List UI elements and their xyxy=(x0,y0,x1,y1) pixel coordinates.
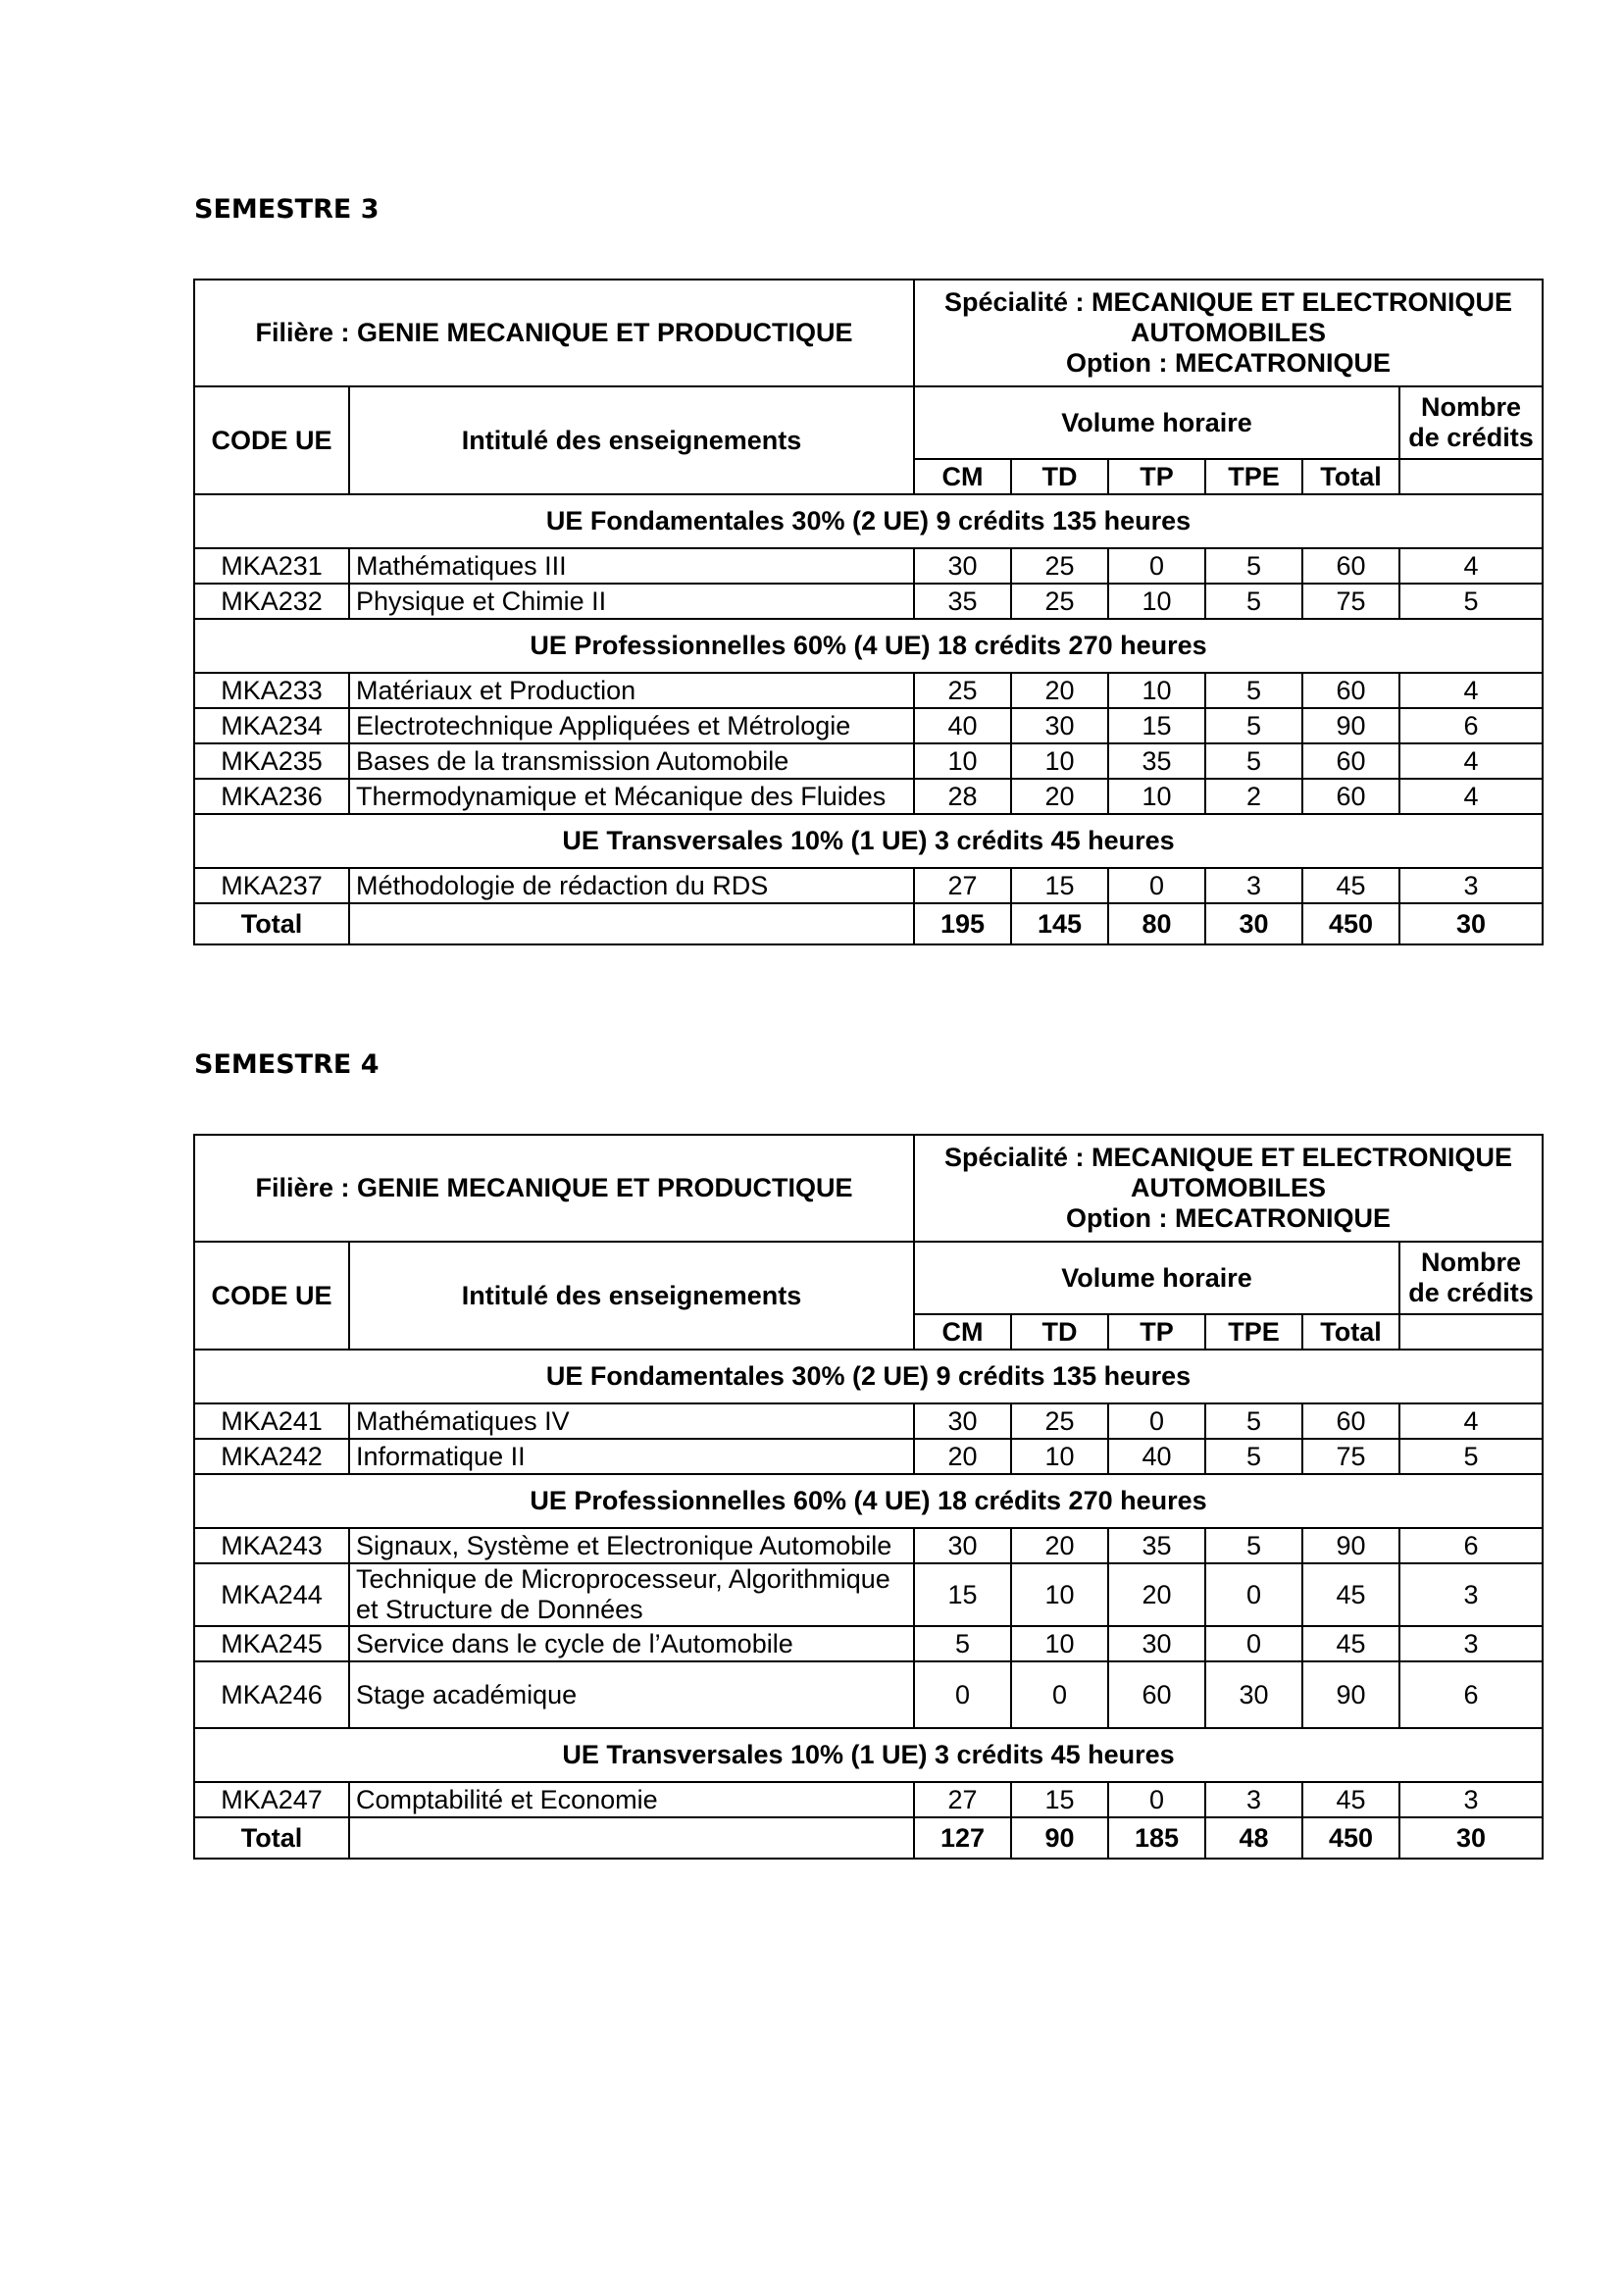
empty-cell xyxy=(349,903,914,944)
col-header-total: Total xyxy=(1302,459,1399,494)
cell-tpe: 5 xyxy=(1205,1403,1302,1439)
credits-header: Nombre de crédits xyxy=(1399,386,1543,459)
cell-tpe: 5 xyxy=(1205,1528,1302,1563)
table-row xyxy=(194,779,1543,814)
total-total: 450 xyxy=(1302,1817,1399,1859)
cell-tpe: 5 xyxy=(1205,1439,1302,1474)
volume-horaire-header: Volume horaire xyxy=(914,386,1399,459)
ue-title: Technique de Microprocesseur, Algorithmique et Structure de Données xyxy=(349,1563,914,1626)
cell-credits: 3 xyxy=(1399,868,1543,903)
ue-code: MKA235 xyxy=(194,743,349,779)
total-tp: 185 xyxy=(1108,1817,1205,1859)
cell-cm: 5 xyxy=(914,1626,1011,1661)
table-row xyxy=(194,1782,1543,1817)
cell-cm: 27 xyxy=(914,868,1011,903)
cell-tpe: 5 xyxy=(1205,673,1302,708)
total-td: 90 xyxy=(1011,1817,1108,1859)
total-td: 145 xyxy=(1011,903,1108,944)
cell-total: 60 xyxy=(1302,779,1399,814)
empty-cell xyxy=(1399,459,1543,494)
cell-td: 20 xyxy=(1011,673,1108,708)
cell-credits: 3 xyxy=(1399,1626,1543,1661)
ue-code: MKA244 xyxy=(194,1563,349,1626)
ue-title: Matériaux et Production xyxy=(349,673,914,708)
cell-credits: 4 xyxy=(1399,779,1543,814)
cell-td: 10 xyxy=(1011,1439,1108,1474)
cell-credits: 5 xyxy=(1399,584,1543,619)
cell-tp: 0 xyxy=(1108,1782,1205,1817)
total-label: Total xyxy=(194,1817,349,1859)
cell-cm: 10 xyxy=(914,743,1011,779)
total-label: Total xyxy=(194,903,349,944)
col-header-td: TD xyxy=(1011,459,1108,494)
filiere-label: Filière : GENIE MECANIQUE ET PRODUCTIQUE xyxy=(194,280,914,386)
cell-total: 75 xyxy=(1302,584,1399,619)
group-row xyxy=(194,814,1543,868)
cell-tp: 0 xyxy=(1108,1403,1205,1439)
cell-cm: 30 xyxy=(914,548,1011,584)
cell-td: 20 xyxy=(1011,779,1108,814)
group-label: UE Professionnelles 60% (4 UE) 18 crédits 270 heures xyxy=(194,619,1543,673)
ue-code: MKA236 xyxy=(194,779,349,814)
col-header-cm: CM xyxy=(914,1314,1011,1350)
cell-total: 90 xyxy=(1302,708,1399,743)
table-row xyxy=(194,1439,1543,1474)
total-tp: 80 xyxy=(1108,903,1205,944)
table-row xyxy=(194,673,1543,708)
cell-credits: 6 xyxy=(1399,1661,1543,1728)
cell-credits: 3 xyxy=(1399,1782,1543,1817)
ue-code: MKA247 xyxy=(194,1782,349,1817)
table-row xyxy=(194,1563,1543,1626)
intitule-header: Intitulé des enseignements xyxy=(349,386,914,494)
semester-title: SEMESTRE 3 xyxy=(194,194,380,225)
col-header-total: Total xyxy=(1302,1314,1399,1350)
total-credits: 30 xyxy=(1399,903,1543,944)
group-row xyxy=(194,1350,1543,1403)
cell-tp: 60 xyxy=(1108,1661,1205,1728)
cell-credits: 4 xyxy=(1399,743,1543,779)
col-header-tpe: TPE xyxy=(1205,1314,1302,1350)
cell-cm: 30 xyxy=(914,1528,1011,1563)
total-credits: 30 xyxy=(1399,1817,1543,1859)
cell-total: 60 xyxy=(1302,673,1399,708)
ue-code: MKA242 xyxy=(194,1439,349,1474)
cell-tpe: 0 xyxy=(1205,1626,1302,1661)
ue-title: Mathématiques III xyxy=(349,548,914,584)
cell-tp: 30 xyxy=(1108,1626,1205,1661)
ue-title: Mathématiques IV xyxy=(349,1403,914,1439)
cell-tpe: 5 xyxy=(1205,548,1302,584)
code-ue-header: CODE UE xyxy=(194,1242,349,1350)
specialite-label: Spécialité : MECANIQUE ET ELECTRONIQUE AUTOMOBILES xyxy=(943,287,1513,347)
ue-code: MKA237 xyxy=(194,868,349,903)
group-row xyxy=(194,494,1543,548)
ue-title: Thermodynamique et Mécanique des Fluides xyxy=(349,779,914,814)
table-row xyxy=(194,1403,1543,1439)
cell-tpe: 3 xyxy=(1205,868,1302,903)
cell-tp: 40 xyxy=(1108,1439,1205,1474)
empty-cell xyxy=(349,1817,914,1859)
group-label: UE Transversales 10% (1 UE) 3 crédits 45 heures xyxy=(194,814,1543,868)
cell-tp: 10 xyxy=(1108,584,1205,619)
header-row xyxy=(194,1242,1543,1314)
group-label: UE Transversales 10% (1 UE) 3 crédits 45 heures xyxy=(194,1728,1543,1782)
header-row xyxy=(194,1135,1543,1242)
cell-tpe: 0 xyxy=(1205,1563,1302,1626)
total-row xyxy=(194,1817,1543,1859)
total-tpe: 48 xyxy=(1205,1817,1302,1859)
cell-tp: 35 xyxy=(1108,743,1205,779)
group-label: UE Fondamentales 30% (2 UE) 9 crédits 135 heures xyxy=(194,494,1543,548)
intitule-header: Intitulé des enseignements xyxy=(349,1242,914,1350)
ue-code: MKA234 xyxy=(194,708,349,743)
curriculum-table xyxy=(193,279,1544,945)
cell-total: 75 xyxy=(1302,1439,1399,1474)
cell-tp: 10 xyxy=(1108,673,1205,708)
cell-credits: 5 xyxy=(1399,1439,1543,1474)
ue-code: MKA245 xyxy=(194,1626,349,1661)
cell-cm: 20 xyxy=(914,1439,1011,1474)
cell-cm: 27 xyxy=(914,1782,1011,1817)
header-row xyxy=(194,280,1543,386)
cell-credits: 6 xyxy=(1399,1528,1543,1563)
total-tpe: 30 xyxy=(1205,903,1302,944)
specialite-cell xyxy=(914,280,1543,386)
empty-cell xyxy=(1399,1314,1543,1350)
cell-credits: 3 xyxy=(1399,1563,1543,1626)
cell-td: 10 xyxy=(1011,1563,1108,1626)
credits-header: Nombre de crédits xyxy=(1399,1242,1543,1314)
table-row xyxy=(194,1626,1543,1661)
cell-total: 45 xyxy=(1302,1782,1399,1817)
total-cm: 195 xyxy=(914,903,1011,944)
ue-title: Service dans le cycle de l’Automobile xyxy=(349,1626,914,1661)
cell-td: 15 xyxy=(1011,1782,1108,1817)
col-header-tpe: TPE xyxy=(1205,459,1302,494)
code-ue-header: CODE UE xyxy=(194,386,349,494)
ue-title: Physique et Chimie II xyxy=(349,584,914,619)
ue-title: Méthodologie de rédaction du RDS xyxy=(349,868,914,903)
table-row xyxy=(194,743,1543,779)
cell-td: 25 xyxy=(1011,584,1108,619)
cell-total: 60 xyxy=(1302,1403,1399,1439)
cell-cm: 25 xyxy=(914,673,1011,708)
group-row xyxy=(194,619,1543,673)
ue-title: Comptabilité et Economie xyxy=(349,1782,914,1817)
col-header-tp: TP xyxy=(1108,1314,1205,1350)
option-label: Option : MECATRONIQUE xyxy=(1066,348,1391,378)
table-row xyxy=(194,584,1543,619)
cell-credits: 4 xyxy=(1399,548,1543,584)
cell-td: 10 xyxy=(1011,1626,1108,1661)
total-row xyxy=(194,903,1543,944)
cell-total: 45 xyxy=(1302,1563,1399,1626)
cell-td: 0 xyxy=(1011,1661,1108,1728)
cell-total: 60 xyxy=(1302,548,1399,584)
cell-tpe: 3 xyxy=(1205,1782,1302,1817)
cell-td: 30 xyxy=(1011,708,1108,743)
total-cm: 127 xyxy=(914,1817,1011,1859)
cell-cm: 30 xyxy=(914,1403,1011,1439)
cell-tp: 0 xyxy=(1108,548,1205,584)
table-row xyxy=(194,868,1543,903)
ue-title: Stage académique xyxy=(349,1661,914,1728)
table-row xyxy=(194,708,1543,743)
cell-tpe: 2 xyxy=(1205,779,1302,814)
semester-title: SEMESTRE 4 xyxy=(194,1049,380,1080)
cell-tpe: 5 xyxy=(1205,708,1302,743)
cell-credits: 4 xyxy=(1399,1403,1543,1439)
group-label: UE Fondamentales 30% (2 UE) 9 crédits 135 heures xyxy=(194,1350,1543,1403)
cell-tpe: 5 xyxy=(1205,743,1302,779)
ue-code: MKA232 xyxy=(194,584,349,619)
col-header-td: TD xyxy=(1011,1314,1108,1350)
header-row xyxy=(194,386,1543,459)
cell-td: 20 xyxy=(1011,1528,1108,1563)
ue-code: MKA241 xyxy=(194,1403,349,1439)
group-label: UE Professionnelles 60% (4 UE) 18 crédits 270 heures xyxy=(194,1474,1543,1528)
table-row xyxy=(194,1661,1543,1728)
cell-tpe: 30 xyxy=(1205,1661,1302,1728)
volume-horaire-header: Volume horaire xyxy=(914,1242,1399,1314)
cell-cm: 35 xyxy=(914,584,1011,619)
curriculum-table xyxy=(193,1134,1544,1860)
cell-cm: 0 xyxy=(914,1661,1011,1728)
ue-code: MKA243 xyxy=(194,1528,349,1563)
col-header-tp: TP xyxy=(1108,459,1205,494)
total-total: 450 xyxy=(1302,903,1399,944)
cell-total: 45 xyxy=(1302,1626,1399,1661)
ue-title: Signaux, Système et Electronique Automobile xyxy=(349,1528,914,1563)
cell-tp: 10 xyxy=(1108,779,1205,814)
cell-total: 60 xyxy=(1302,743,1399,779)
ue-title: Electrotechnique Appliquées et Métrologie xyxy=(349,708,914,743)
cell-cm: 28 xyxy=(914,779,1011,814)
cell-tpe: 5 xyxy=(1205,584,1302,619)
cell-cm: 40 xyxy=(914,708,1011,743)
cell-total: 90 xyxy=(1302,1661,1399,1728)
ue-title: Informatique II xyxy=(349,1439,914,1474)
table-row xyxy=(194,1528,1543,1563)
cell-credits: 4 xyxy=(1399,673,1543,708)
cell-cm: 15 xyxy=(914,1563,1011,1626)
ue-code: MKA233 xyxy=(194,673,349,708)
cell-credits: 6 xyxy=(1399,708,1543,743)
cell-tp: 0 xyxy=(1108,868,1205,903)
cell-td: 25 xyxy=(1011,1403,1108,1439)
cell-td: 15 xyxy=(1011,868,1108,903)
cell-td: 10 xyxy=(1011,743,1108,779)
ue-code: MKA246 xyxy=(194,1661,349,1728)
cell-total: 90 xyxy=(1302,1528,1399,1563)
table-row xyxy=(194,548,1543,584)
cell-tp: 35 xyxy=(1108,1528,1205,1563)
cell-total: 45 xyxy=(1302,868,1399,903)
cell-td: 25 xyxy=(1011,548,1108,584)
specialite-label: Spécialité : MECANIQUE ET ELECTRONIQUE AUTOMOBILES xyxy=(943,1143,1513,1202)
ue-code: MKA231 xyxy=(194,548,349,584)
cell-tp: 20 xyxy=(1108,1563,1205,1626)
ue-title: Bases de la transmission Automobile xyxy=(349,743,914,779)
group-row xyxy=(194,1474,1543,1528)
group-row xyxy=(194,1728,1543,1782)
cell-tp: 15 xyxy=(1108,708,1205,743)
option-label: Option : MECATRONIQUE xyxy=(1066,1203,1391,1233)
filiere-label: Filière : GENIE MECANIQUE ET PRODUCTIQUE xyxy=(194,1135,914,1242)
col-header-cm: CM xyxy=(914,459,1011,494)
specialite-cell xyxy=(914,1135,1543,1242)
